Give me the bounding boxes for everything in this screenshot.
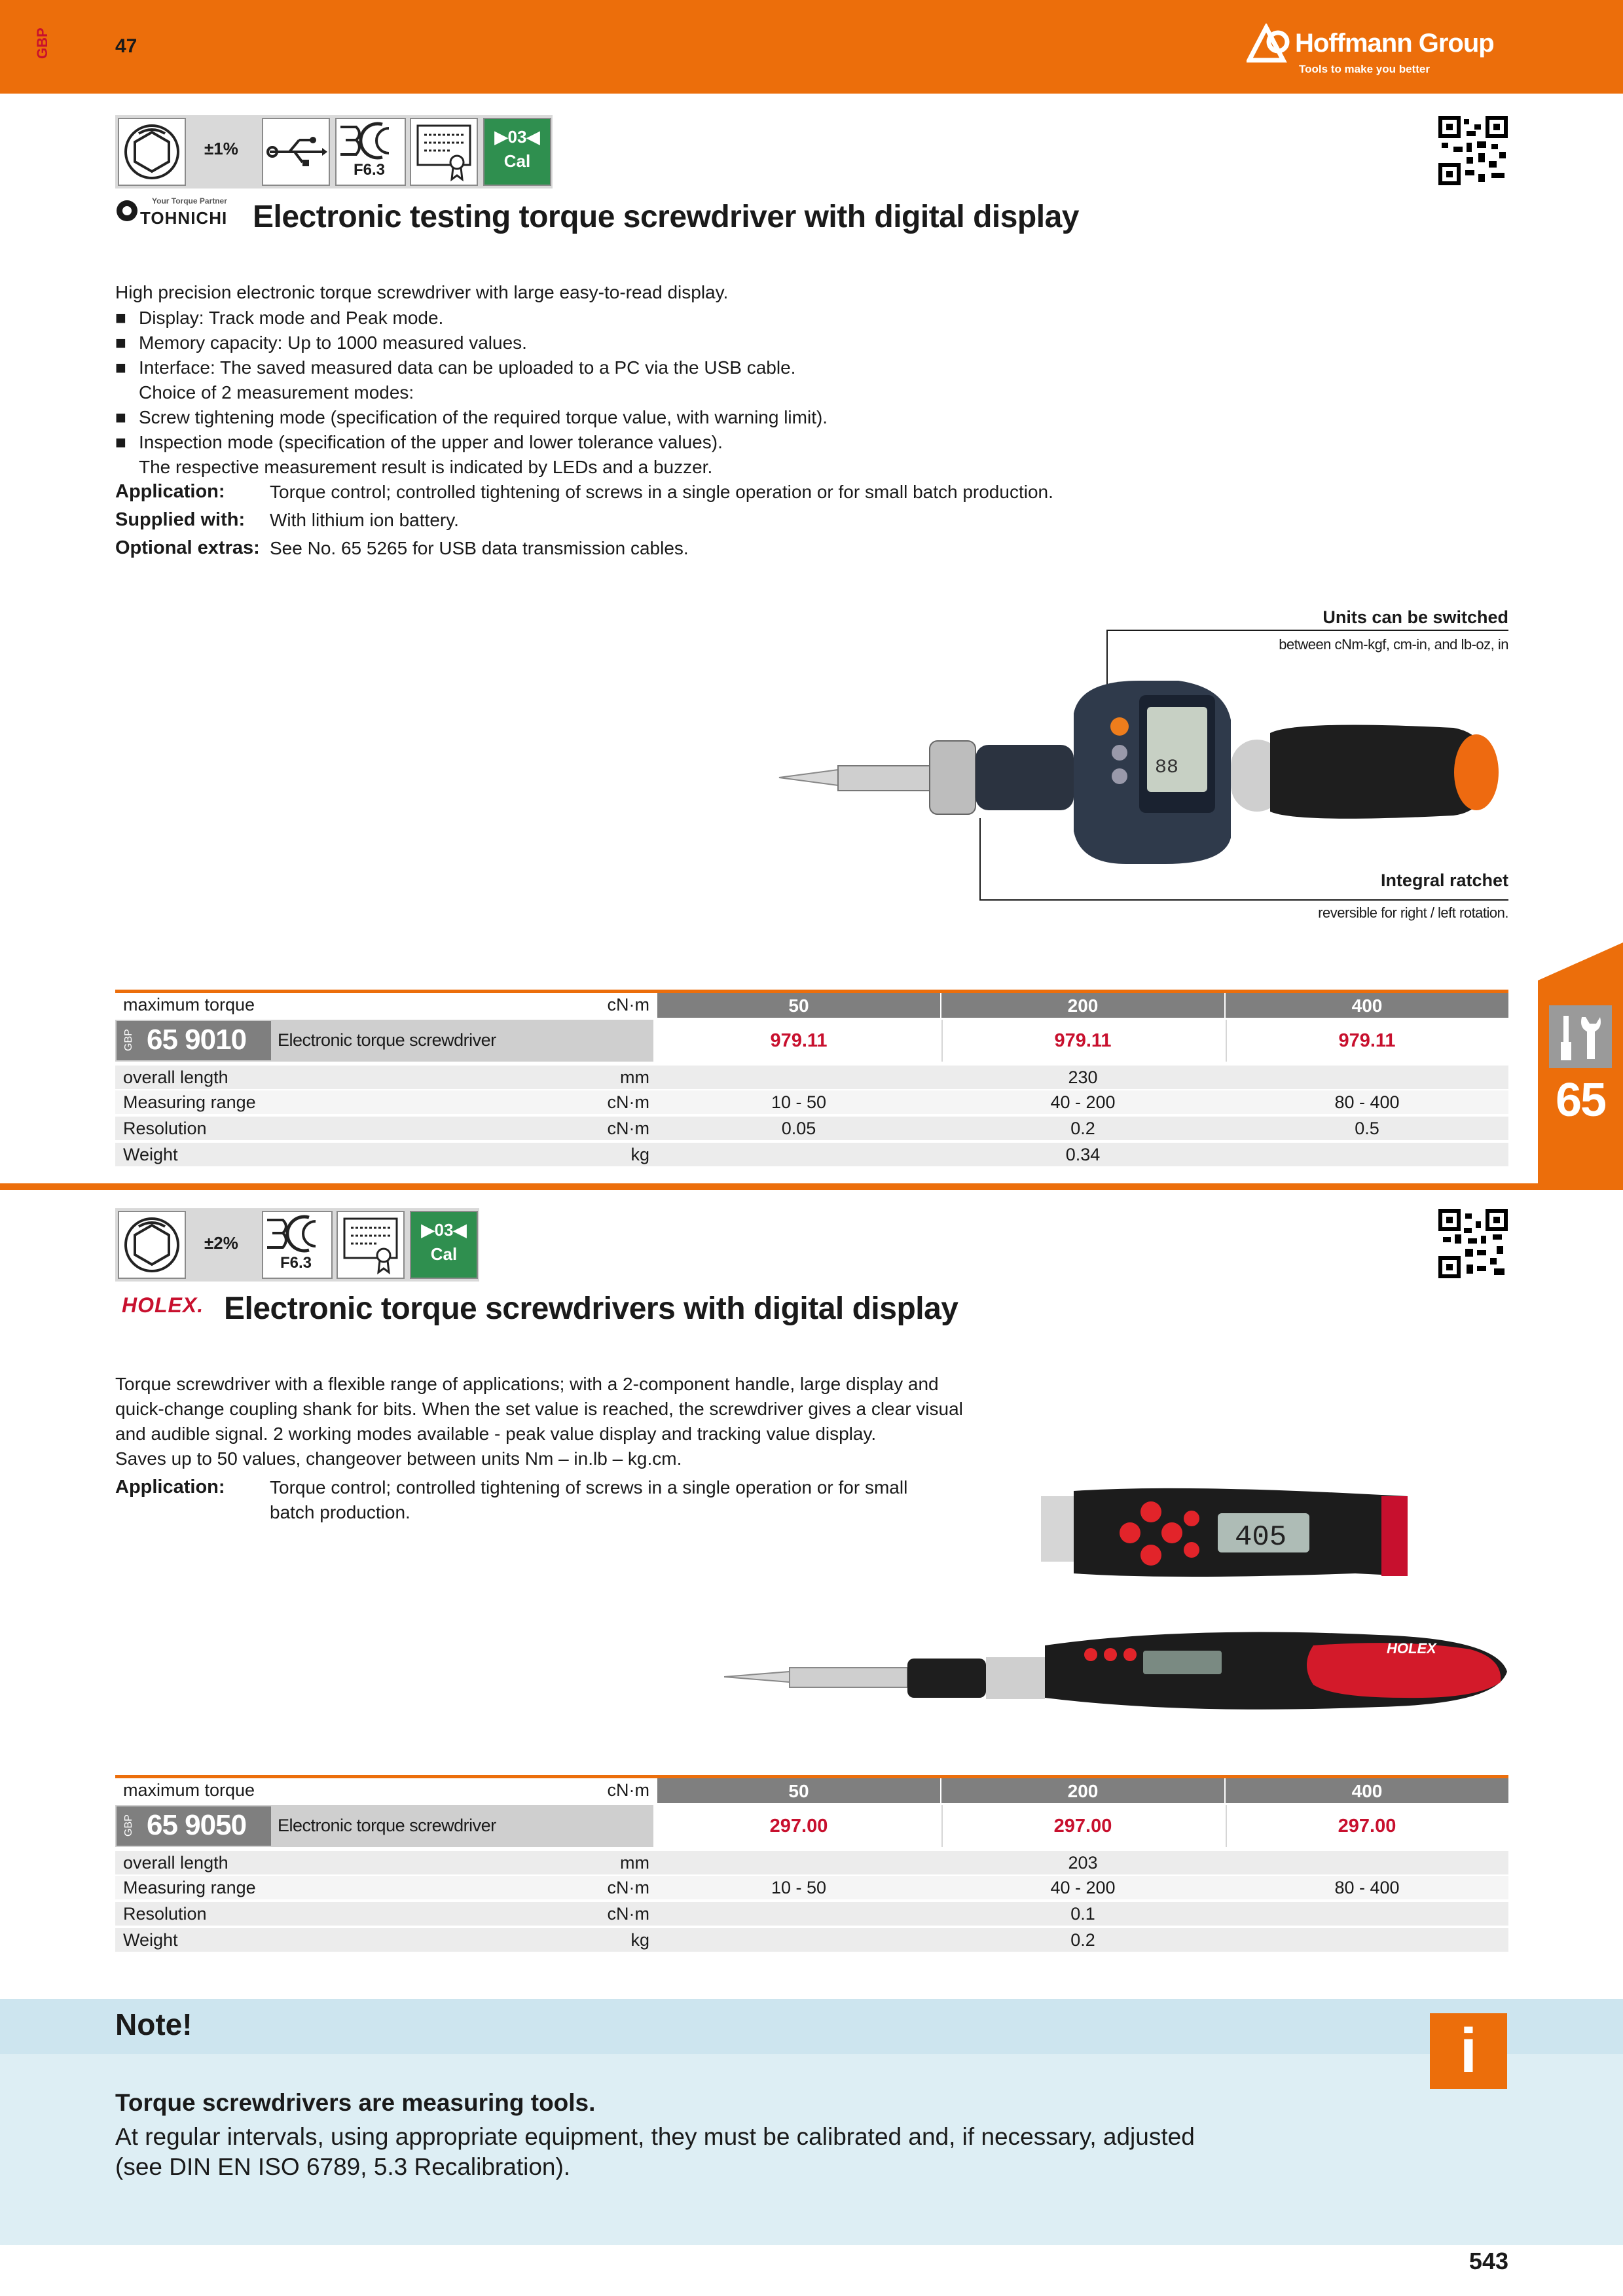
display-value: 405 (1235, 1521, 1287, 1554)
row-value: 40 - 200 (1050, 1092, 1116, 1112)
callout-units-title: Units can be switched (1322, 607, 1508, 627)
application-text (270, 1475, 907, 1525)
price: 297.00 (1338, 1816, 1396, 1837)
row-label: Weight (123, 1145, 178, 1164)
column-header: 50 (657, 993, 940, 1018)
row-value: 0.05 (781, 1119, 816, 1138)
column-header: 200 (941, 993, 1224, 1018)
row-label: overall length (123, 1067, 228, 1087)
cal-top-label: 03 (507, 127, 527, 147)
price: 979.11 (1054, 1030, 1112, 1051)
row-value: 0.34 (1065, 1145, 1101, 1164)
column-header: 200 (941, 1778, 1224, 1803)
bullet-list (115, 306, 828, 480)
brand-name: Hoffmann Group (1295, 29, 1494, 58)
row-unit: cN·m (607, 1904, 649, 1924)
callout-ratchet-title: Integral ratchet (1380, 870, 1508, 890)
row-label: Resolution (123, 1119, 207, 1138)
row-unit: mm (620, 1067, 649, 1087)
description-line: and audible signal. 2 working modes available - peak value display and tracking value display. (115, 1424, 877, 1444)
hoffmann-logo-icon (1247, 24, 1294, 63)
article-number: 65 9010 (147, 1024, 247, 1056)
drive-size-label: F6.3 (354, 161, 386, 179)
row-label: overall length (123, 1853, 228, 1873)
note-header-band (0, 1999, 1623, 2054)
tohnichi-screwdriver-image (773, 668, 1512, 877)
max-torque-unit: cN·m (607, 995, 649, 1014)
row-value: 10 - 50 (771, 1878, 827, 1897)
note-heading: Note! (115, 2007, 192, 2041)
column-header: 400 (1226, 993, 1508, 1018)
list-item: ■ Inspection mode (specification of the upper and lower tolerance values). (115, 432, 723, 452)
section-divider (0, 1183, 1623, 1190)
article-number: 65 9050 (147, 1809, 247, 1841)
row-value: 10 - 50 (771, 1092, 827, 1112)
row-unit: kg (630, 1930, 649, 1950)
calibration-badge: ▶03◀ Cal (410, 1211, 478, 1279)
section2-title: Electronic torque screwdrivers with digital display (224, 1291, 958, 1326)
hexagon-drive-icon (118, 118, 186, 186)
section1-intro: High precision electronic torque screwdriver with large easy-to-read display. (115, 282, 729, 302)
usb-icon (262, 118, 330, 186)
row-value: 80 - 400 (1334, 1878, 1400, 1897)
application-line: Torque control; controlled tightening of screws in a single operation or for small (270, 1477, 908, 1498)
chapter-number: 65 (1555, 1074, 1606, 1126)
hexagon-drive-icon (118, 1211, 186, 1279)
optional-label: Optional extras: (115, 537, 260, 558)
article-prefix: GBP (123, 1814, 134, 1837)
supplied-label: Supplied with: (115, 509, 246, 530)
column-divider (941, 1020, 943, 1062)
price: 979.11 (770, 1030, 828, 1051)
accuracy-label: ±1% (204, 139, 238, 158)
column-header: 50 (657, 1778, 940, 1803)
callout-ratchet-text: reversible for right / left rotation. (1318, 905, 1508, 921)
holex-screwdriver-image (724, 1619, 1510, 1717)
callout-line (1106, 630, 1508, 631)
max-torque-unit: cN·m (607, 1780, 649, 1800)
description-line: Saves up to 50 values, changeover between units Nm – in.lb – kg.cm. (115, 1448, 682, 1469)
info-icon: i (1430, 2013, 1507, 2089)
row-label: Measuring range (123, 1878, 256, 1897)
list-item: The respective measurement result is indicated by LEDs and a buzzer. (139, 457, 713, 477)
calibration-badge: ▶03◀ Cal (483, 118, 551, 186)
callout-line (979, 818, 981, 899)
row-label: Weight (123, 1930, 178, 1950)
row-unit: mm (620, 1853, 649, 1873)
tab-corner (1538, 942, 1623, 1008)
cal-bottom-label: Cal (430, 1244, 458, 1264)
cal-top-label: 03 (434, 1220, 454, 1240)
price: 297.00 (1053, 1816, 1112, 1837)
price: 297.00 (769, 1816, 828, 1837)
section2-description (115, 1372, 963, 1471)
accuracy-label: ±2% (204, 1233, 238, 1253)
row-label: Measuring range (123, 1092, 256, 1112)
column-divider (1226, 1020, 1227, 1062)
holex-display-closeup-image (1041, 1484, 1408, 1581)
note-line: At regular intervals, using appropriate equipment, they must be calibrated and, if necessary, adjusted (115, 2123, 1195, 2150)
application-text: Torque control; controlled tightening of screws in a single operation or for small batch production. (270, 482, 1053, 502)
row-unit: cN·m (607, 1878, 649, 1897)
svg-text:88: 88 (1155, 757, 1179, 779)
section1-title: Electronic testing torque screwdriver with digital display (253, 200, 1079, 234)
supplied-text: With lithium ion battery. (270, 510, 459, 530)
note-text (115, 2122, 1195, 2182)
list-item: ■ Display: Track mode and Peak mode. (115, 308, 444, 328)
list-item: Choice of 2 measurement modes: (139, 382, 414, 403)
brand-tagline: Tools to make you better (1299, 63, 1430, 75)
row-value: 0.2 (1070, 1119, 1095, 1138)
article-prefix: GBP (123, 1029, 134, 1051)
tohnichi-tagline: Your Torque Partner (152, 196, 227, 206)
row-value: 0.2 (1070, 1930, 1095, 1950)
row-unit: cN·m (607, 1092, 649, 1112)
drive-size-label: F6.3 (280, 1254, 312, 1272)
qr-code-icon (1438, 115, 1508, 186)
row-value: 0.1 (1070, 1904, 1095, 1924)
article-description: Electronic torque screwdriver (278, 1030, 496, 1050)
tohnichi-logo-icon (115, 199, 140, 223)
optional-text: See No. 65 5265 for USB data transmission cables. (270, 538, 689, 558)
note-subheading: Torque screwdrivers are measuring tools. (115, 2089, 596, 2116)
list-item: ■ Memory capacity: Up to 1000 measured values. (115, 332, 527, 353)
row-value: 80 - 400 (1334, 1092, 1400, 1112)
max-torque-label: maximum torque (123, 995, 255, 1014)
price: 979.11 (1338, 1030, 1396, 1051)
tools-icon (1549, 1005, 1612, 1068)
article-description: Electronic torque screwdriver (278, 1816, 496, 1835)
catalog-code: GBP (34, 27, 50, 59)
row-label: Resolution (123, 1904, 207, 1924)
description-line: Torque screwdriver with a flexible range of applications; with a 2-component handle, large display and (115, 1374, 939, 1394)
callout-units-text: between cNm-kgf, cm-in, and lb-oz, in (1279, 636, 1508, 653)
application-line: batch production. (270, 1502, 410, 1522)
column-divider (1226, 1805, 1227, 1847)
application-label: Application: (115, 1477, 225, 1498)
qr-code-icon (1438, 1208, 1508, 1279)
row-value: 230 (1068, 1067, 1098, 1087)
holex-brand: HOLEX. (122, 1293, 204, 1317)
column-header: 400 (1226, 1778, 1508, 1803)
description-line: quick-change coupling shank for bits. When the set value is reached, the screwdriver gives a clear visual (115, 1399, 963, 1419)
max-torque-label: maximum torque (123, 1780, 255, 1800)
tohnichi-brand: TOHNICHI (140, 208, 228, 228)
list-item: ■ Interface: The saved measured data can be uploaded to a PC via the USB cable. (115, 357, 796, 378)
page-number: 543 (1468, 2248, 1508, 2274)
handle-brand: HOLEX (1387, 1640, 1436, 1657)
certificate-icon (410, 118, 478, 186)
column-divider (941, 1805, 943, 1847)
row-unit: cN·m (607, 1119, 649, 1138)
list-item: ■ Screw tightening mode (specification of the required torque value, with warning limit). (115, 407, 828, 427)
note-line: (see DIN EN ISO 6789, 5.3 Recalibration). (115, 2153, 571, 2180)
row-value: 203 (1068, 1853, 1098, 1873)
row-unit: kg (630, 1145, 649, 1164)
row-value: 40 - 200 (1050, 1878, 1116, 1897)
cal-bottom-label: Cal (503, 151, 531, 171)
application-label: Application: (115, 481, 225, 502)
callout-line (979, 899, 1508, 901)
certificate-icon (337, 1211, 405, 1279)
row-value: 0.5 (1355, 1119, 1379, 1138)
chapter-page-number: 47 (115, 35, 137, 57)
